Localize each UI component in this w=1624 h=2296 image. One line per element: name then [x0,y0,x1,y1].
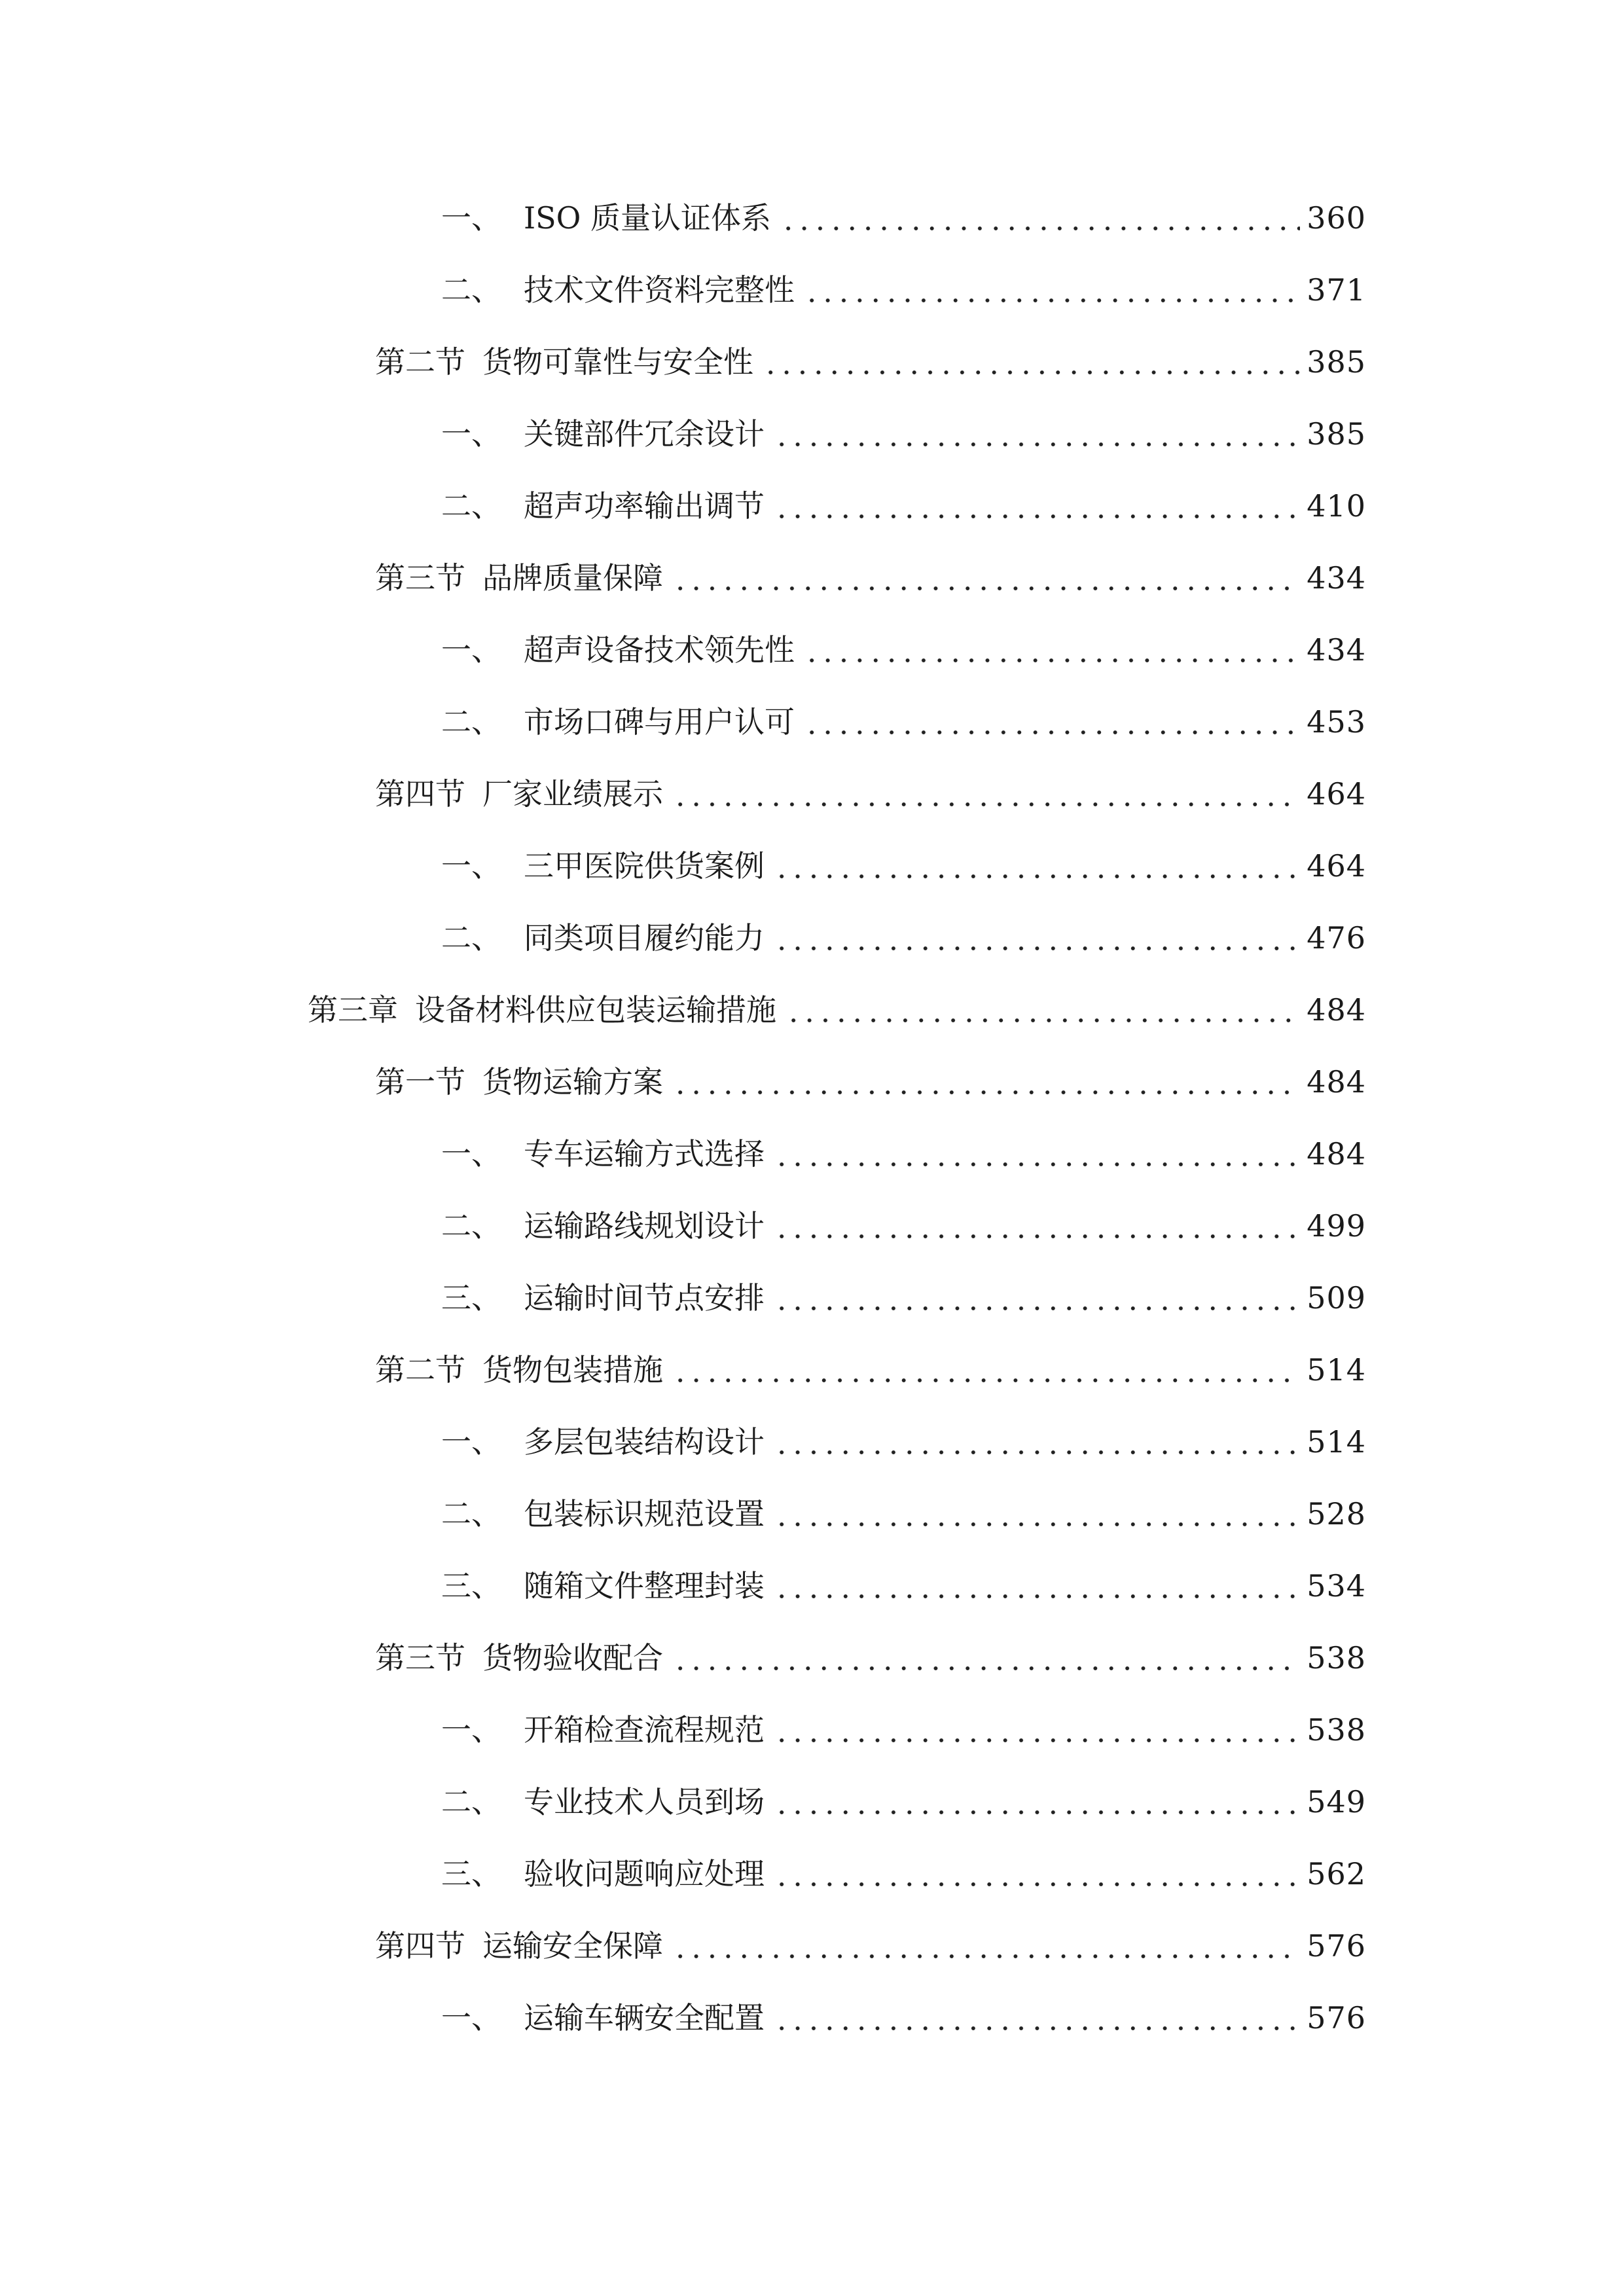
toc-dot-leader [771,1131,1300,1177]
toc-entry-title: 超声功率输出调节 [524,488,765,524]
toc-entry-prefix: 二、 [441,1784,501,1820]
toc-entry-prefix: 二、 [441,272,501,308]
toc-entry-title: 运输车辆安全配置 [524,2000,765,2036]
toc-dot-leader [771,1419,1300,1465]
toc-entry[interactable] [375,1923,1366,1969]
toc-dot-leader [771,915,1300,961]
toc-entry-prefix: 三、 [441,1568,501,1604]
toc-entry-title: 运输路线规划设计 [524,1208,765,1244]
toc-entry-page: 534 [1307,1568,1366,1604]
toc-dot-leader [771,1491,1300,1537]
toc-entry-page: 562 [1307,1856,1366,1892]
toc-entry-title: 品牌质量保障 [482,560,663,596]
toc-dot-leader [771,1851,1300,1897]
toc-entry-page: 484 [1307,992,1366,1028]
toc-entry[interactable] [441,1851,1366,1897]
toc-entry-prefix: 三、 [441,1856,501,1892]
toc-entry-title: 厂家业绩展示 [482,776,663,812]
toc-entry-title: 货物运输方案 [482,1064,663,1100]
toc-entry-prefix: 二、 [441,1208,501,1244]
toc-entry-page: 509 [1307,1280,1366,1316]
toc-entry-page: 514 [1307,1352,1366,1388]
toc-dot-leader [670,1923,1300,1969]
toc-entry-title: 运输安全保障 [482,1928,663,1964]
toc-entry[interactable] [441,1275,1366,1321]
toc-entry-prefix: 一、 [441,200,501,236]
toc-entry-prefix: 一、 [441,1712,501,1748]
toc-dot-leader [670,555,1300,601]
toc-dot-leader [771,1275,1300,1321]
toc-entry-title: 随箱文件整理封装 [524,1568,765,1604]
toc-entry-prefix: 一、 [441,632,501,668]
toc-entry-page: 538 [1307,1640,1366,1676]
toc-dot-leader [771,843,1300,889]
toc-entry[interactable] [375,555,1366,601]
toc-entry-prefix: 三、 [441,1280,501,1316]
toc-entry[interactable] [375,339,1366,385]
toc-entry-page: 576 [1307,2000,1366,2036]
toc-entry[interactable] [441,1995,1366,2041]
toc-dot-leader [771,1779,1300,1825]
toc-entry-prefix: 第三节 [375,560,465,596]
toc-dot-leader [801,267,1300,313]
toc-entry-prefix: 第二节 [375,1352,465,1388]
toc-entry-page: 434 [1307,560,1366,596]
toc-entry-title: 设备材料供应包装运输措施 [415,992,776,1028]
toc-entry-prefix: 第四节 [375,776,465,812]
toc-entry[interactable] [441,627,1366,673]
toc-entry-prefix: 二、 [441,1496,501,1532]
toc-dot-leader [801,699,1300,745]
toc-entry-title: 三甲医院供货案例 [524,848,765,884]
toc-dot-leader [670,1347,1300,1393]
toc-entry[interactable] [441,1563,1366,1609]
toc-entry-title: ISO 质量认证体系 [524,200,772,236]
toc-entry-prefix: 二、 [441,920,501,956]
toc-entry[interactable] [441,1491,1366,1537]
toc-entry[interactable] [441,843,1366,889]
toc-entry-title: 货物验收配合 [482,1640,663,1676]
toc-entry-page: 464 [1307,776,1366,812]
toc-entry-prefix: 一、 [441,1136,501,1172]
toc-entry-title: 运输时间节点安排 [524,1280,765,1316]
toc-entry[interactable] [375,771,1366,817]
toc-entry-prefix: 第三节 [375,1640,465,1676]
toc-entry[interactable] [375,1347,1366,1393]
toc-entry[interactable] [441,483,1366,529]
toc-dot-leader [771,1995,1300,2041]
toc-entry-title: 专车运输方式选择 [524,1136,765,1172]
toc-entry-title: 关键部件冗余设计 [524,416,765,452]
toc-entry[interactable] [441,1203,1366,1249]
toc-entry[interactable] [375,1635,1366,1681]
toc-entry-title: 包装标识规范设置 [524,1496,765,1532]
toc-entry-page: 453 [1307,704,1366,740]
toc-entry[interactable] [441,699,1366,745]
toc-entry-title: 市场口碑与用户认可 [524,704,795,740]
toc-dot-leader [670,771,1300,817]
toc-entry[interactable] [375,1059,1366,1105]
toc-entry-page: 464 [1307,848,1366,884]
toc-entry-page: 434 [1307,632,1366,668]
toc-entry[interactable] [441,1419,1366,1465]
toc-entry-title: 开箱检查流程规范 [524,1712,765,1748]
toc-entry[interactable] [441,1779,1366,1825]
toc-dot-leader [771,1707,1300,1753]
toc-entry-title: 货物可靠性与安全性 [482,344,753,380]
toc-entry-prefix: 二、 [441,704,501,740]
toc-dot-leader [771,1203,1300,1249]
toc-entry[interactable] [441,1131,1366,1177]
toc-entry-page: 514 [1307,1424,1366,1460]
toc-entry-title: 专业技术人员到场 [524,1784,765,1820]
toc-entry-title: 验收问题响应处理 [524,1856,765,1892]
toc-entry-page: 385 [1307,344,1366,380]
toc-entry[interactable] [308,987,1366,1033]
toc-entry-prefix: 第一节 [375,1064,465,1100]
toc-entry-page: 484 [1307,1064,1366,1100]
toc-entry-prefix: 第二节 [375,344,465,380]
toc-entry-page: 476 [1307,920,1366,956]
toc-entry[interactable] [441,411,1366,457]
toc-dot-leader [670,1635,1300,1681]
toc-entry[interactable] [441,915,1366,961]
toc-dot-leader [783,987,1300,1033]
toc-entry-prefix: 一、 [441,2000,501,2036]
toc-entry-title: 技术文件资料完整性 [524,272,795,308]
toc-entry-page: 538 [1307,1712,1366,1748]
toc-entry[interactable] [441,195,1366,241]
toc-entry-prefix: 第四节 [375,1928,465,1964]
toc-entry-prefix: 一、 [441,416,501,452]
toc-entry-prefix: 一、 [441,1424,501,1460]
toc-entry[interactable] [441,267,1366,313]
toc-entry-page: 549 [1307,1784,1366,1820]
toc-entry-page: 385 [1307,416,1366,452]
toc-entry-title: 超声设备技术领先性 [524,632,795,668]
toc-entry-prefix: 第三章 [308,992,398,1028]
toc-entry-page: 484 [1307,1136,1366,1172]
toc-dot-leader [778,195,1300,241]
toc-entry-page: 528 [1307,1496,1366,1532]
toc-dot-leader [771,1563,1300,1609]
toc-dot-leader [771,483,1300,529]
toc-dot-leader [801,627,1300,673]
toc-entry-page: 371 [1307,272,1366,308]
toc-entry-page: 360 [1307,200,1366,236]
toc-dot-leader [760,339,1300,385]
toc-entry-title: 多层包装结构设计 [524,1424,765,1460]
toc-entry-prefix: 一、 [441,848,501,884]
toc-entry-title: 货物包装措施 [482,1352,663,1388]
toc-entry-title: 同类项目履约能力 [524,920,765,956]
toc-entry-page: 576 [1307,1928,1366,1964]
toc-dot-leader [771,411,1300,457]
toc-entry-page: 499 [1307,1208,1366,1244]
toc-entry-page: 410 [1307,488,1366,524]
toc-dot-leader [670,1059,1300,1105]
toc-entry[interactable] [441,1707,1366,1753]
toc-entry-prefix: 二、 [441,488,501,524]
